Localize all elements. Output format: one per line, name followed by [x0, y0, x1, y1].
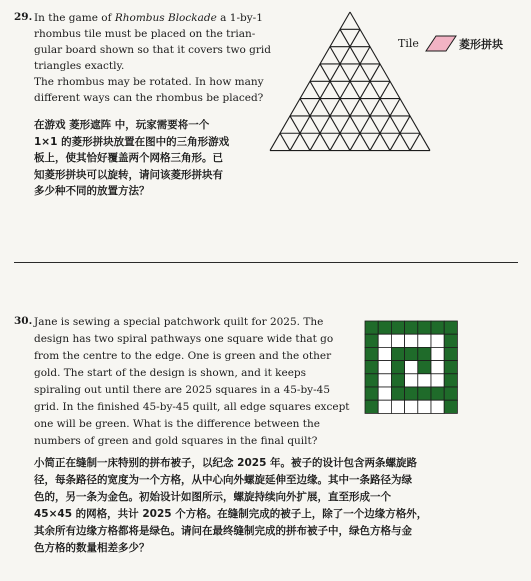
- q30-cn-line-5: 色方格的数量相差多少？: [34, 542, 150, 554]
- game-title: Rhombus Blockade: [114, 12, 217, 24]
- gold-square: [431, 334, 444, 347]
- green-square: [365, 334, 378, 347]
- green-square: [391, 347, 404, 360]
- q30-line-6: one will be green. What is the difference between the: [34, 418, 320, 430]
- q30-cn-line-4: 其余所有边缘方格都将是绿色。请问在最终缝制完成的拼布被子中，绿色方格与金: [34, 525, 412, 537]
- q30-line-1: design has two spiral pathways one square wide that go: [34, 333, 334, 345]
- gold-square: [378, 400, 391, 413]
- gold-square: [418, 374, 431, 387]
- q29-line-5: different ways can the rhombus be placed?: [34, 92, 264, 104]
- gold-square: [431, 361, 444, 374]
- green-square: [444, 334, 457, 347]
- rhombus-tile-shape: [426, 36, 456, 51]
- gold-square: [418, 334, 431, 347]
- gold-square: [405, 334, 418, 347]
- green-square: [365, 400, 378, 413]
- gold-square: [391, 400, 404, 413]
- q29-line-0: In the game of Rhombus Blockade a 1-by-1: [34, 12, 263, 24]
- q29-cn-line-1: 1×1 的菱形拼块放置在图中的三角形游戏: [34, 135, 230, 148]
- green-square: [405, 387, 418, 400]
- green-square: [444, 361, 457, 374]
- q29-line-3: triangles exactly.: [34, 60, 125, 72]
- question-29-english: [34, 10, 269, 106]
- green-square: [391, 361, 404, 374]
- green-square: [391, 387, 404, 400]
- green-square: [365, 374, 378, 387]
- green-square: [391, 374, 404, 387]
- gold-square: [405, 361, 418, 374]
- board-grid-line: [330, 64, 380, 151]
- board-grid-line: [280, 133, 290, 150]
- q30-cn-line-3: 45×45 的网格，共计 2025 个方格。在缝制完成的被子上，除了一个边缘方格外，: [34, 508, 428, 520]
- green-square: [378, 321, 391, 334]
- tile-label-cn: 菱形拼块: [459, 38, 503, 51]
- q30-line-2: from the centre to the edge. One is green and the other: [34, 350, 332, 362]
- gold-square: [378, 361, 391, 374]
- quilt-spiral-grid: [362, 318, 462, 418]
- q30-line-4: spiraling out until there are 2025 squares in a 45-by-45: [34, 384, 330, 396]
- green-square: [365, 361, 378, 374]
- gold-square: [391, 334, 404, 347]
- board-grid-line: [410, 133, 420, 150]
- triangular-board: [266, 8, 434, 180]
- gold-square: [378, 374, 391, 387]
- tile-label: Tile: [398, 37, 419, 50]
- q30-line-7: numbers of green and gold squares in the final quilt?: [34, 435, 318, 447]
- gold-square: [431, 374, 444, 387]
- gold-square: [405, 400, 418, 413]
- q30-line-3: gold. The start of the design is shown, and it keeps: [34, 367, 307, 379]
- q30-line-5: grid. In the finished 45-by-45 quilt, all edge squares except: [34, 401, 350, 413]
- section-divider: [14, 262, 518, 263]
- gold-square: [378, 347, 391, 360]
- question-29-chinese: [34, 117, 229, 200]
- board-grid-line: [320, 64, 370, 151]
- green-square: [444, 347, 457, 360]
- gold-square: [405, 374, 418, 387]
- q29-line-1: rhombus tile must be placed on the trian-: [34, 28, 256, 40]
- green-square: [418, 361, 431, 374]
- gold-square: [378, 334, 391, 347]
- gold-square: [431, 347, 444, 360]
- green-square: [418, 387, 431, 400]
- question-29-number: 29.: [14, 11, 33, 23]
- green-square: [431, 321, 444, 334]
- gold-square: [378, 387, 391, 400]
- green-square: [418, 347, 431, 360]
- q29-cn-line-3: 知菱形拼块可以旋转，请问该菱形拼块有: [34, 168, 223, 181]
- q30-cn-line-2: 色的，另一条为金色。初始设计如图所示，螺旋持续向外扩展，直至形成一个: [34, 491, 391, 503]
- green-square: [444, 374, 457, 387]
- q30-cn-line-0: 小简正在缝制一床特别的拼布被子，以纪念 2025 年。被子的设计包含两条螺旋路: [34, 457, 418, 469]
- green-square: [405, 347, 418, 360]
- green-square: [365, 347, 378, 360]
- board-grid-line: [290, 29, 360, 150]
- gold-square: [418, 400, 431, 413]
- green-square: [365, 321, 378, 334]
- question-30-english: [34, 314, 350, 450]
- green-square: [418, 321, 431, 334]
- question-30-chinese: [34, 455, 427, 557]
- question-30-number: 30.: [14, 315, 33, 327]
- q29-line-4: The rhombus may be rotated. In how many: [34, 76, 264, 88]
- gold-square: [431, 400, 444, 413]
- q30-cn-line-1: 径，每条路径的宽度为一个方格，从中心向外螺旋延伸至边缘。其中一条路径为绿: [34, 474, 412, 486]
- green-square: [431, 387, 444, 400]
- q29-line-2: gular board shown so that it covers two grid: [34, 44, 271, 56]
- q30-line-0: Jane is sewing a special patchwork quilt for 2025. The: [34, 316, 324, 328]
- green-square: [405, 321, 418, 334]
- green-square: [444, 387, 457, 400]
- green-square: [391, 321, 404, 334]
- q29-cn-line-4: 多少种不同的放置方法？: [34, 185, 150, 197]
- q29-cn-line-0: 在游戏 菱形遮阵 中，玩家需要将一个: [34, 119, 210, 131]
- q29-cn-line-2: 板上，使其恰好覆盖两个网格三角形。已: [34, 152, 223, 164]
- green-square: [365, 387, 378, 400]
- rhombus-tile: [422, 34, 462, 54]
- green-square: [444, 400, 457, 413]
- green-square: [444, 321, 457, 334]
